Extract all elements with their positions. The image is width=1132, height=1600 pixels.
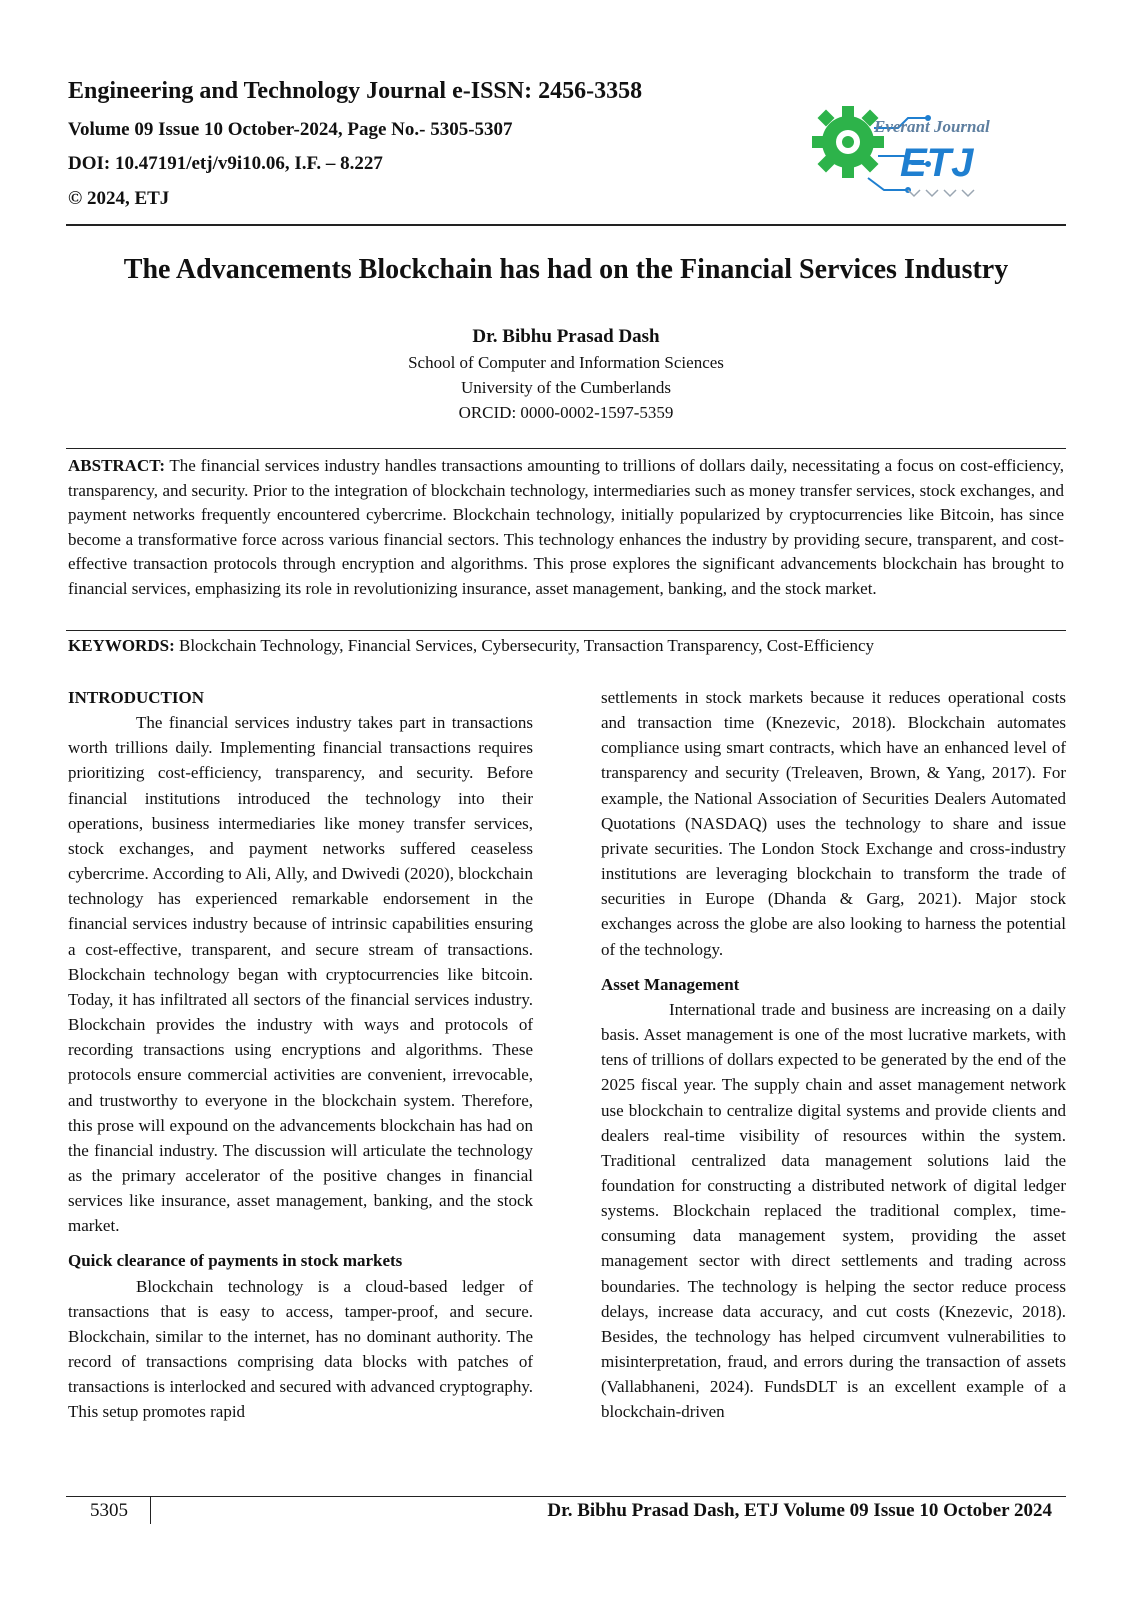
author-affiliation-school: School of Computer and Information Sciences (408, 353, 724, 372)
abstract-label: ABSTRACT: (68, 456, 165, 475)
page-number: 5305 (90, 1500, 128, 1521)
section-heading-introduction: INTRODUCTION (68, 688, 205, 707)
journal-title-line: Engineering and Technology Journal e-ISSN: 2456-3358 (68, 78, 643, 104)
asset-management-paragraph: International trade and business are increasing on a daily basis. Asset management is one of the most lucrative markets, with tens of trillions of dollars expected to be generated by the end of the 2025 fiscal year. The supply chain and asset management network use blockchain to centralize digital systems and provide clients and dealers real-time visibility of resources within the system. Traditional centralized data management solutions laid the foundation for constructing a distributed network of digital ledger systems. Blockchain replaced the traditional complex, time-consuming data management system, providing the asset management sector with direct settlements and trading across boundaries. The technology is helping the sector reduce process delays, increase data accuracy, and cut costs (Knezevic, 2018). Besides, the technology has helped circumvent vulnerabilities to misinterpretation, fraud, and errors during the transaction of assets (Vallabhaneni, 2024). FundsDLT is an excellent example of a blockchain-driven (601, 999, 1066, 1422)
footer-separator (150, 1497, 151, 1524)
abstract-top-rule (66, 448, 1066, 449)
volume-issue-line: Volume 09 Issue 10 October-2024, Page No.- 5305-5307 (68, 119, 513, 140)
abstract-bottom-rule (66, 630, 1066, 631)
footer-rule (66, 1496, 1066, 1497)
logo-top-text: Everant Journal (874, 117, 990, 136)
keywords-text: Blockchain Technology, Financial Services, Cybersecurity, Transaction Transparency, Cost-Efficiency (178, 636, 875, 655)
abstract (68, 454, 1064, 602)
author-affiliation-university: University of the Cumberlands (460, 378, 672, 397)
header-rule (66, 224, 1066, 226)
keywords (68, 634, 1064, 658)
article-title: The Advancements Blockchain has had on the Financial Services Industry (123, 254, 1009, 285)
abstract-text: The financial services industry handles transactions amounting to trillions of dollars daily, necessitating a focus on cost-efficiency, transparency, and security. Prior to the integration of blockchain technology, intermediaries such as money transfer services, stock exchanges, and payment networks frequently encountered cybercrime. Blockchain technology, initially popularized by cryptocurrencies like Bitcoin, has since become a transformative force across various financial sectors. This technology enhances the industry by providing secure, transparent, and cost-effective transaction protocols through encryption and algorithms. This prose explores the significant advancements blockchain has brought to financial services, emphasizing its role in revolutionizing insurance, asset management, banking, and the stock market. (68, 456, 1065, 598)
right-column (601, 685, 1066, 1425)
journal-logo (808, 98, 1018, 202)
logo-main-text: ETJ (900, 141, 974, 185)
keywords-label: KEYWORDS: (68, 636, 175, 655)
section-heading-asset-management: Asset Management (601, 974, 740, 994)
copyright-line: © 2024, ETJ (68, 188, 170, 209)
left-column (68, 685, 533, 1425)
author-orcid: ORCID: 0000-0002-1597-5359 (458, 403, 674, 422)
introduction-paragraph: The financial services industry takes part in transactions worth trillions daily. Implementing financial transactions requires prioritizing cost-efficiency, transparency, and security. Before financial institutions introduced the technology into their operations, business intermediaries like money transfer services, stock exchanges, and payment networks suffered ceaseless cybercrime. According to Ali, Ally, and Dwivedi (2020), blockchain technology has experienced remarkable endorsement in the financial services industry because of intrinsic capabilities ensuring a cost-effective, transparent, and secure stream of transactions. Blockchain technology began with cryptocurrencies like bitcoin. Today, it has infiltrated all sectors of the financial services industry. Blockchain provides the industry with ways and protocols of recording transactions using encryptions and algorithms. These protocols ensure commercial activities are convenient, irrevocable, and trustworthy to everyone in the blockchain system. Therefore, this prose will expound on the advancements blockchain has had on the financial industry. The discussion will articulate the technology as the primary accelerator of the positive changes in financial services like insurance, asset management, banking, and the stock market. (68, 713, 533, 1236)
quick-clearance-paragraph-part2: settlements in stock markets because it reduces operational costs and transaction time (Knezevic, 2018). Blockchain automates compliance using smart contracts, which have an enhanced level of transparency and security (Treleaven, Brown, & Yang, 2017). For example, the National Association of Securities Dealers Automated Quotations (NASDAQ) uses the technology to share and issue private securities. The London Stock Exchange and cross-industry institutions are leveraging blockchain to transform the trade of securities in Europe (Dhanda & Garg, 2021). Major stock exchanges across the globe are also looking to harness the potential of the technology. (601, 688, 1066, 959)
footer-citation: Dr. Bibhu Prasad Dash, ETJ Volume 09 Issue 10 October 2024 (547, 1500, 1052, 1521)
author-name: Dr. Bibhu Prasad Dash (472, 326, 660, 347)
quick-clearance-paragraph-part1: Blockchain technology is a cloud-based ledger of transactions that is easy to access, tamper-proof, and secure. Blockchain, similar to the internet, has no dominant authority. The record of transactions comprising data blocks with patches of transactions is interlocked and secured with advanced cryptography. This setup promotes rapid (68, 1276, 533, 1422)
doi-line: DOI: 10.47191/etj/v9i10.06, I.F. – 8.227 (68, 153, 383, 174)
section-heading-quick-clearance: Quick clearance of payments in stock markets (68, 1251, 403, 1271)
